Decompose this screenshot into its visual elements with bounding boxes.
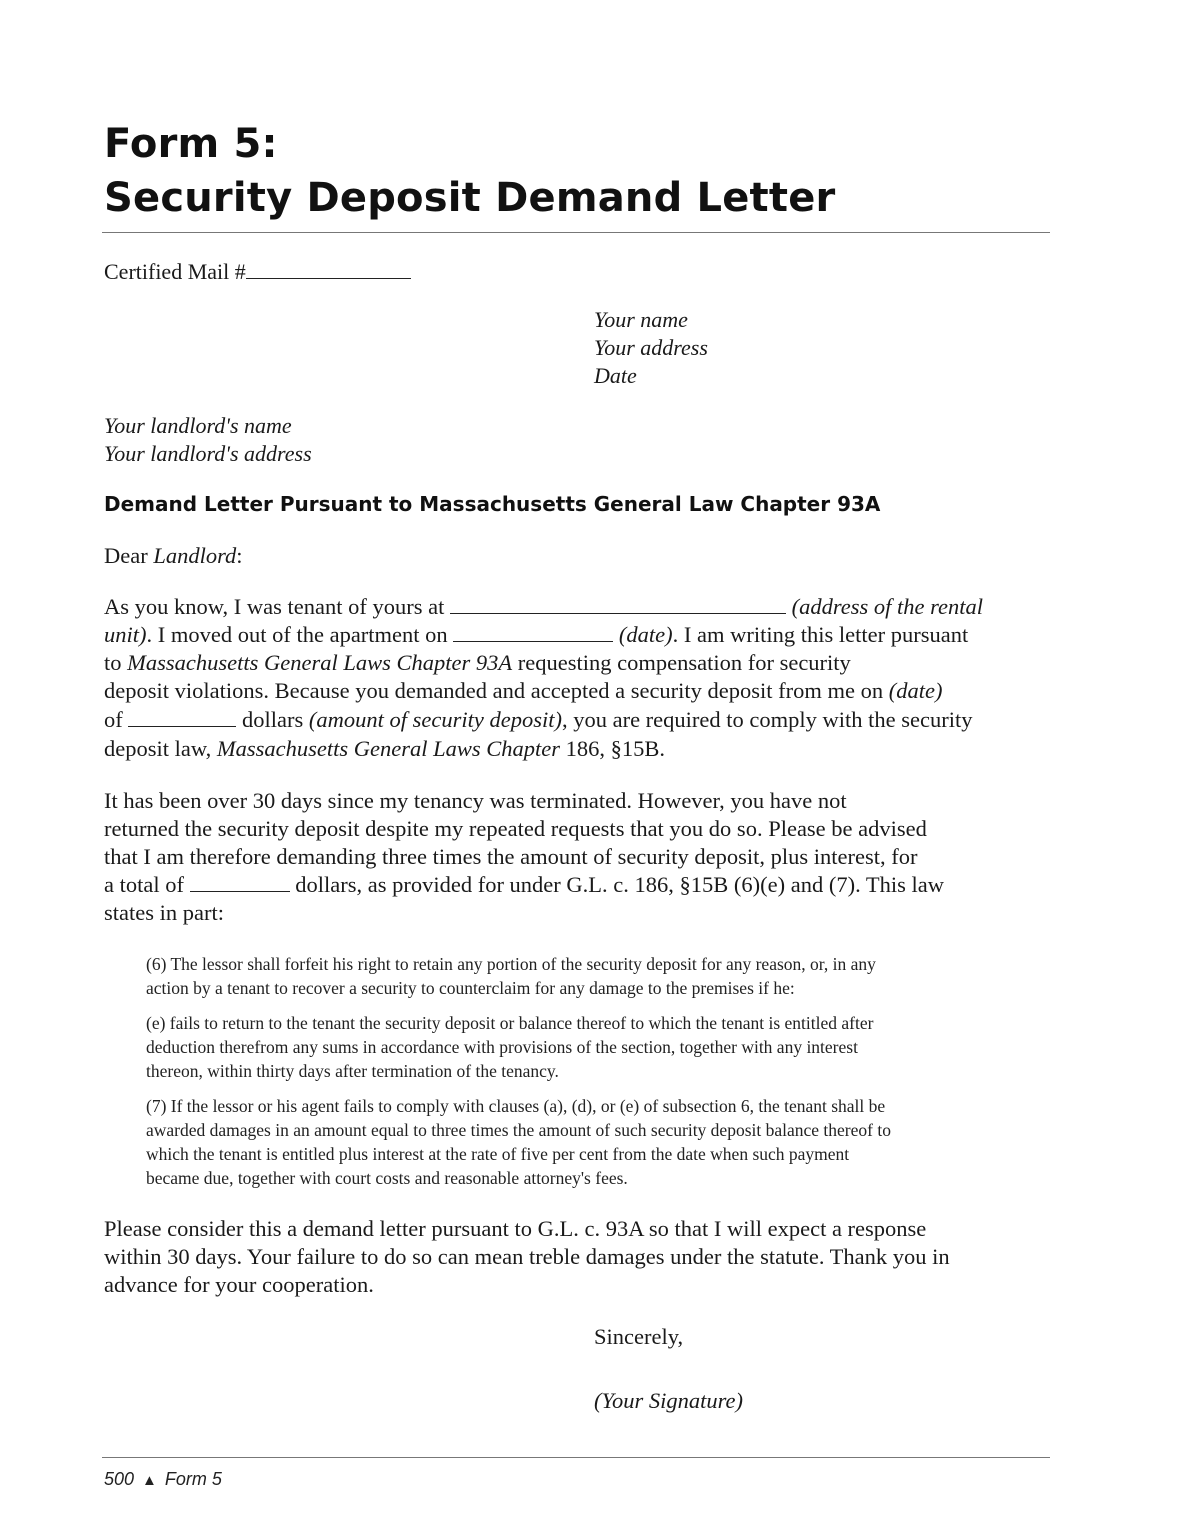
statute-7-line-3: which the tenant is entitled plus interest at the rate of five per cent from the date when such payment — [146, 1144, 850, 1164]
p1-italic: unit) — [104, 622, 147, 647]
rental-address-blank — [450, 595, 786, 614]
p1-italic: Massachusetts General Laws Chapter — [216, 736, 561, 761]
p1-text: deposit law, — [104, 736, 217, 761]
p1-text: requesting compensation for security — [512, 650, 851, 675]
form-title-number: Form 5: — [104, 121, 278, 167]
p2-text: dollars, as provided for under G.L. c. 186, §15B (6)(e) and (7). This law — [289, 872, 945, 897]
salutation — [104, 542, 243, 570]
p1-italic: (date) — [618, 622, 673, 647]
p1-line-3 — [104, 649, 851, 677]
statute-7-line-1: (7) If the lessor or his agent fails to comply with clauses (a), (d), or (e) of subsection 6, the tenant shall be — [146, 1096, 886, 1116]
sender-address: Your address — [594, 335, 708, 360]
p1-line-4 — [104, 677, 943, 705]
statute-e-line-1: (e) fails to return to the tenant the security deposit or balance thereof to which the tenant is entitled after — [146, 1013, 874, 1033]
statute-7-line-2: awarded damages in an amount equal to three times the amount of such security deposit balance thereof to — [146, 1120, 891, 1140]
certified-mail-line — [104, 258, 411, 286]
statute-6-line-2: action by a tenant to recover a security to counterclaim for any damage to the premises if he: — [146, 978, 795, 998]
p1-text: 186, §15B. — [560, 736, 666, 761]
p1-text: of — [104, 707, 129, 732]
landlord-address: Your landlord's address — [104, 441, 312, 466]
p2-line-2: returned the security deposit despite my repeated requests that you do so. Please be advised — [104, 816, 927, 841]
p1-italic: Massachusetts General Laws Chapter 93A — [127, 650, 513, 675]
title-divider — [102, 232, 1050, 233]
p1-line-1 — [104, 593, 983, 621]
landlord-name: Your landlord's name — [104, 413, 292, 438]
certified-mail-blank — [246, 260, 411, 279]
form-title: Security Deposit Demand Letter — [104, 175, 836, 221]
p1-line-5 — [104, 706, 972, 734]
p2-line-4 — [104, 871, 944, 899]
footer-divider — [102, 1457, 1050, 1458]
deposit-amount-blank — [128, 708, 236, 727]
p2-line-1: It has been over 30 days since my tenancy was terminated. However, you have not — [104, 788, 847, 813]
p2-line-3: that I am therefore demanding three times the amount of security deposit, plus interest, for — [104, 844, 918, 869]
letter-heading: Demand Letter Pursuant to Massachusetts General Law Chapter 93A — [104, 492, 881, 516]
sender-date: Date — [594, 363, 637, 388]
p1-text: . I am writing this letter pursuant — [672, 622, 969, 647]
p1-italic: (address of the rental — [791, 594, 984, 619]
page-footer — [104, 1468, 222, 1492]
p1-text: . I moved out of the apartment on — [146, 622, 454, 647]
p1-text: to — [104, 650, 128, 675]
move-out-date-blank — [453, 623, 613, 642]
statute-7-line-4: became due, together with court costs and reasonable attorney's fees. — [146, 1168, 628, 1188]
p1-text: dollars — [236, 707, 309, 732]
salutation-dear: Dear — [104, 543, 154, 568]
statute-e-line-2: deduction therefrom any sums in accordance with provisions of the section, together with any interest — [146, 1037, 858, 1057]
sender-name: Your name — [594, 307, 688, 332]
p1-text: deposit violations. Because you demanded and accepted a security deposit from me on — [104, 678, 889, 703]
page-number: 500 — [104, 1469, 135, 1489]
statute-6-line-1: (6) The lessor shall forfeit his right to retain any portion of the security deposit for any reason, or, in any — [146, 954, 876, 974]
footer-form-label: Form 5 — [164, 1469, 222, 1489]
total-amount-blank — [190, 873, 290, 892]
p2-line-5: states in part: — [104, 900, 224, 925]
triangle-icon: ▲ — [142, 1472, 157, 1489]
p1-text: As you know, I was tenant of yours at — [104, 594, 450, 619]
p3-line-3: advance for your cooperation. — [104, 1272, 374, 1297]
certified-mail-label: Certified Mail # — [104, 259, 246, 284]
p3-line-1: Please consider this a demand letter pursuant to G.L. c. 93A so that I will expect a response — [104, 1216, 927, 1241]
p2-text: a total of — [104, 872, 190, 897]
p1-line-2 — [104, 621, 968, 649]
statute-e-line-3: thereon, within thirty days after termination of the tenancy. — [146, 1061, 559, 1081]
p1-italic: (amount of security deposit) — [308, 707, 562, 732]
closing: Sincerely, — [594, 1324, 684, 1349]
salutation-landlord: Landlord — [153, 543, 237, 568]
p1-line-6 — [104, 735, 665, 763]
p1-italic: (date) — [888, 678, 943, 703]
p3-line-2: within 30 days. Your failure to do so can mean treble damages under the statute. Thank you in — [104, 1244, 950, 1269]
salutation-colon: : — [236, 543, 243, 568]
p1-text: , you are required to comply with the security — [561, 707, 973, 732]
signature: (Your Signature) — [594, 1388, 743, 1413]
